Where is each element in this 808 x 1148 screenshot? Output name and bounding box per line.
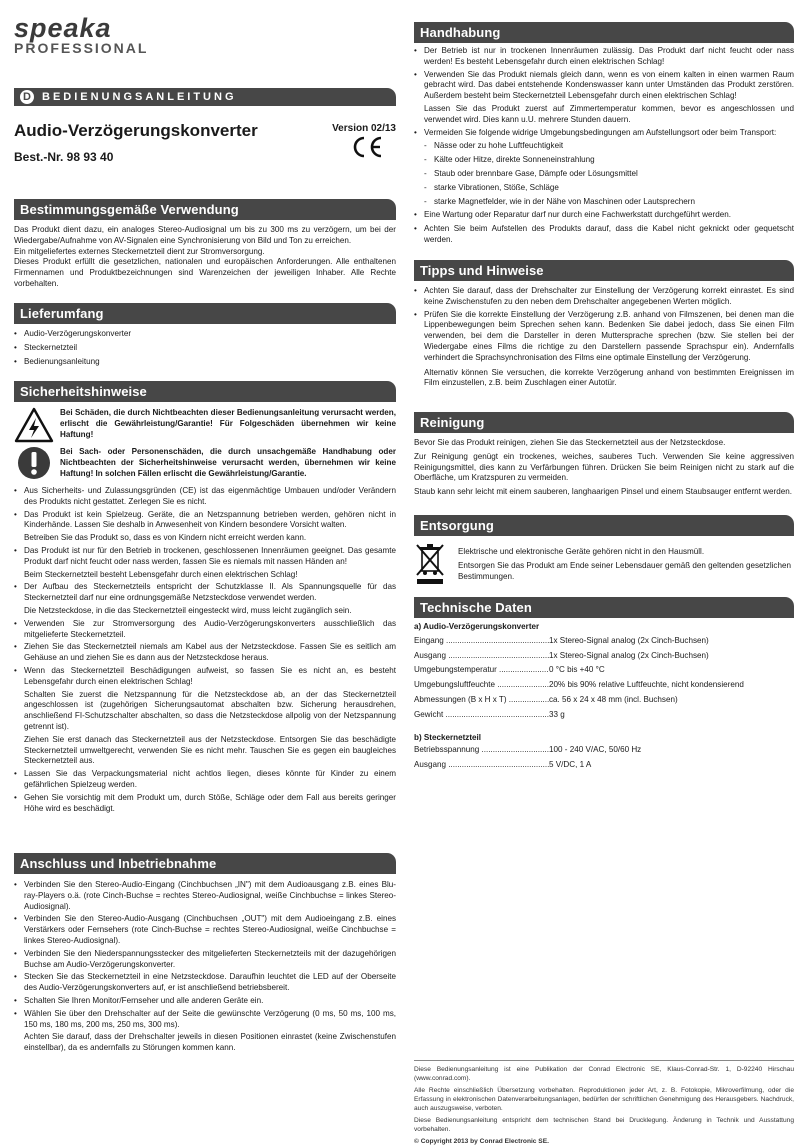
section-header-disposal: Entsorgung	[414, 515, 794, 536]
list-item: • Verbinden Sie den Stereo-Audio-Eingang (Cinchbuchsen „IN") mit dem Audioausgang z.B. eines Blu-ray-Players o.ä. (rote Cinch-Buchse = rechtes Stereo-Audiosignal, weiße Cinchbuchse = linkes Stereo-Audiosignal).	[14, 880, 396, 912]
list-item: • Der Betrieb ist nur in trockenen Innenräumen zulässig. Das Produkt darf nicht feucht oder nass werden! Es besteht Lebensgefahr durch einen elektrischen Schlag!	[414, 46, 794, 68]
list-item: • Verbinden Sie den Niederspannungsstecker des mitgelieferten Steckernetzteils mit der dazugehörigen Buchse am Audio-Verzögerungskonverter.	[14, 949, 396, 971]
cleaning-text	[414, 438, 794, 498]
paragraph: Entsorgen Sie das Produkt am Ende seiner Lebensdauer gemäß den geltenden gesetzlichen Bestimmungen.	[458, 560, 791, 581]
list-item: • Der Aufbau des Steckernetzteils entspricht der Schutzklasse II. Als Spannungsquelle für das Steckernetzteil darf nur eine ordnungsgemäße Netzsteckdose verwendet werden. Die Netzsteckdose, in die das Steckernetzteil eingesteckt wird, muss leicht zugänglich sein.	[14, 582, 396, 616]
list-item: - Nässe oder zu hohe Luftfeuchtigkeit	[424, 141, 794, 152]
paragraph: Das Produkt dient dazu, ein analoges Stereo-Audiosignal um bis zu 300 ms zu verzögern, um bei der Wiedergabe/Aufnahme von AV-Signalen eine Synchronisierung von Bild und Ton zu erreichen.	[14, 225, 396, 245]
paragraph: Staub kann sehr leicht mit einem sauberen, langhaarigen Pinsel und einem Staubsauger entfernt werden.	[414, 487, 792, 497]
language-badge: D	[20, 90, 34, 104]
table-row: Betriebsspannung ..... 100 - 240 V/AC, 50/60 Hz	[414, 745, 794, 756]
list-item: - starke Magnetfelder, wie in der Nähe von Maschinen oder Lautsprechern	[424, 197, 794, 208]
footer-divider	[414, 1060, 794, 1061]
list-item: - starke Vibrationen, Stöße, Schläge	[424, 183, 794, 194]
list-item: • Achten Sie darauf, dass der Drehschalter zur Einstellung der Verzögerung korrekt einrastet. Es sind keine Zwischenstufen zu den neben dem Drehschalter angegebenen Werten möglich.	[414, 286, 794, 308]
tips-list	[414, 286, 794, 389]
order-number: Best.-Nr. 98 93 40	[14, 150, 114, 164]
table-row: Umgebungstemperatur ..... 0 °C bis +40 °C	[414, 665, 794, 676]
list-item: • Gehen Sie vorsichtig mit dem Produkt um, durch Stöße, Schläge oder dem Fall aus bereits geringer Höhe wird es beschädigt.	[14, 793, 396, 815]
manual-banner	[14, 88, 396, 106]
table-row: Umgebungsluftfeuchte ..... 20% bis 90% relative Luftfeuchte, nicht kondensierend	[414, 680, 794, 691]
conditions-list	[424, 141, 794, 207]
connection-list	[14, 880, 396, 1054]
table-row: Eingang ..... 1x Stereo-Signal analog (2x Cinch-Buchsen)	[414, 636, 794, 647]
disposal-text	[458, 547, 794, 582]
warning-text-2: Bei Sach- oder Personenschäden, die durch unsachgemäße Handhabung oder Nichtbeachten der Sicherheitshinweise verursacht werden, übernehmen wir keine Haftung! In solchen Fällen erlischt die Gewährleistung/Garantie.	[60, 447, 396, 478]
section-header-handling: Handhabung	[414, 22, 794, 43]
list-item: • Achten Sie beim Aufstellen des Produkts darauf, dass die Kabel nicht geknickt oder gequetscht werden.	[414, 224, 794, 246]
paragraph: Elektrische und elektronische Geräte gehören nicht in den Hausmüll.	[458, 547, 705, 556]
list-item: • Das Produkt ist kein Spielzeug. Geräte, die an Netzspannung betrieben werden, gehören nicht in Kinderhände. Lassen Sie deshalb in Anwesenheit von Kindern besondere Vorsicht walten. Betreiben Sie das Produkt so, dass es von Kindern nicht erreicht werden kann.	[14, 510, 396, 544]
list-item: • Ziehen Sie das Steckernetzteil niemals am Kabel aus der Netzsteckdose. Fassen Sie es seitlich am Gehäuse an und ziehen Sie es dann aus der Netzsteckdose heraus.	[14, 642, 396, 664]
product-title: Audio-Verzögerungskonverter	[14, 121, 258, 140]
section-header-intended-use: Bestimmungsgemäße Verwendung	[14, 199, 396, 220]
version-label: Version 02/13	[332, 123, 396, 134]
list-item: • Lassen Sie das Verpackungsmaterial nicht achtlos liegen, dieses könnte für Kinder zu einem gefährlichen Spielzeug werden.	[14, 769, 396, 791]
list-item: • Schalten Sie Ihren Monitor/Fernseher und alle anderen Geräte ein.	[14, 996, 396, 1007]
section-header-cleaning: Reinigung	[414, 412, 794, 433]
paragraph: Ein mitgeliefertes externes Steckernetzteil dient zur Stromversorgung.	[14, 246, 265, 256]
section-header-delivery: Lieferumfang	[14, 303, 396, 324]
manual-label: BEDIENUNGSANLEITUNG	[42, 91, 237, 103]
list-item: • Verbinden Sie den Stereo-Audio-Ausgang (Cinchbuchsen „OUT") mit dem Audioeingang z.B. eines Verstärkers oder Fernsehers (rote Cinch-Buchse = rechtes Stereo-Audiosignal, weiße Cinchbuchse = linkes Stereo-Audiosignal).	[14, 914, 396, 946]
table-row: Gewicht ..... 33 g	[414, 710, 794, 721]
warning-exclamation-icon	[17, 446, 57, 485]
table-row: Abmessungen (B x H x T) ..... ca. 56 x 24 x 48 mm (incl. Buchsen)	[414, 695, 794, 706]
list-item: • Verwenden Sie zur Stromversorgung des Audio-Verzögerungskonverters ausschließlich das mitgelieferte Steckernetzteil.	[14, 619, 396, 641]
logo-subtext: PROFESSIONAL	[14, 40, 149, 56]
footer	[414, 1065, 794, 1146]
list-item: • Wählen Sie über den Drehschalter auf der Seite die gewünschte Verzögerung (0 ms, 50 ms, 100 ms, 150 ms, 180 ms, 200 ms, 250 ms, 300 ms). Achten Sie darauf, dass der Drehschalter jeweils in diesen Positionen einrastet (keine Zwischenstufen einstellbar), da es andernfalls zu Störungen kommen kann.	[14, 1009, 396, 1054]
delivery-list	[14, 329, 396, 367]
list-item: • Steckernetzteil	[14, 343, 396, 354]
section-header-safety: Sicherheitshinweise	[14, 381, 396, 402]
specs	[414, 622, 794, 771]
specs-table-b	[414, 745, 794, 771]
list-item: - Kälte oder Hitze, direkte Sonneneinstrahlung	[424, 155, 794, 166]
brand-logo	[14, 13, 396, 56]
table-row: Ausgang ..... 1x Stereo-Signal analog (2x Cinch-Buchsen)	[414, 651, 794, 662]
ce-mark	[350, 135, 384, 164]
footer-line: © Copyright 2013 by Conrad Electronic SE.	[414, 1138, 549, 1145]
list-item: • Aus Sicherheits- und Zulassungsgründen (CE) ist das eigenmächtige Umbauen und/oder Verändern des Produkts nicht gestattet. Zerlegen Sie es nicht.	[14, 486, 396, 508]
list-item: - Staub oder brennbare Gase, Dämpfe oder Lösungsmittel	[424, 169, 794, 180]
list-item: • Das Produkt ist nur für den Betrieb in trockenen, geschlossenen Innenräumen geeignet. Das gesamte Produkt darf nicht feucht oder nass werden, fassen Sie es niemals mit nassen Händen an! Beim Steckernetzteil besteht Lebensgefahr durch einen elektrischen Schlag!	[14, 546, 396, 580]
list-item: • Eine Wartung oder Reparatur darf nur durch eine Fachwerkstatt durchgeführt werden.	[414, 210, 794, 221]
paragraph: Dieses Produkt erfüllt die gesetzlichen, nationalen und europäischen Anforderungen. Alle enthaltenen Firmennamen und Produktbezeichnungen sind Warenzeichen der jeweiligen Inhaber. Alle Rechte vorbehalten.	[14, 257, 396, 288]
paragraph: Bevor Sie das Produkt reinigen, ziehen Sie das Steckernetzteil aus der Netzsteckdose.	[414, 438, 726, 447]
intended-use-text	[14, 225, 396, 290]
section-header-tips: Tipps und Hinweise	[414, 260, 794, 281]
footer-line: Diese Bedienungsanleitung ist eine Publikation der Conrad Electronic SE, Klaus-Conrad-Str. 1, D-92240 Hirschau (www.conrad.com).	[414, 1066, 794, 1082]
ce-icon	[350, 135, 384, 159]
footer-line: Diese Bedienungsanleitung entspricht dem technischen Stand bei Drucklegung. Änderung in Technik und Ausstattung vorbehalten.	[414, 1117, 794, 1133]
specs-table-a	[414, 636, 794, 721]
warning-text-1: Bei Schäden, die durch Nichtbeachten dieser Bedienungsanleitung verursacht werden, erlischt die Gewährleistung/Garantie! Für Folgeschäden übernehmen wir keine Haftung!	[60, 408, 396, 439]
section-header-connection: Anschluss und Inbetriebnahme	[14, 853, 396, 874]
list-item: • Wenn das Steckernetzteil Beschädigungen aufweist, so fassen Sie es nicht an, es besteht Lebensgefahr durch einen elektrischen Schlag! Schalten Sie zuerst die Netzspannung für die Netzsteckdose ab, an der das Steckernetzteil angeschlossen ist (zugehörigen Sicherungsautomat abschalten bzw. Sicherung herausdrehen, anschließend FI-Schutzschalter abschalten, so dass die Netzsteckdose allpolig von der Netzspannung getrennt ist). Ziehen Sie erst danach das Steckernetzteil aus der Netzsteckdose. Entsorgen Sie das beschädigte Steckernetzteil umweltgerecht, verwenden Sie es nicht mehr. Tauschen Sie es gegen ein baugleiches Steckernetzteil aus.	[14, 666, 396, 767]
list-item: • Vermeiden Sie folgende widrige Umgebungsbedingungen am Aufstellungsort oder beim Transport: - Nässe oder zu hohe Luftfeuchtigkeit - Kälte oder Hitze, direkte Sonneneinstrahlung - Staub oder brennbare Gase, Dämpfe oder Lösungsmittel - starke Vibrationen, Stöße, Schläge - starke Magnetfelder, wie in der Nähe von Maschinen oder Lautsprechern	[414, 128, 794, 208]
specs-subheading-a: a) Audio-Verzögerungskonverter	[414, 622, 540, 631]
list-item: • Prüfen Sie die korrekte Einstellung der Verzögerung z.B. anhand von Filmszenen, bei denen man die Lippenbewegungen beim Sprechen sehen kann. Bedenken Sie dabei jedoch, dass Sie einen Film verwenden, bei dem die Darsteller in deren Muttersprache sprechen (bzw. Sie stellen bei der Wiedergabe eines Films die richtige zu den Darstellern passende Sprachspur ein). Andernfalls verhindert die Sprachsynchronisation des Films eine optimale Einstellung der Verzögerung. Alternativ können Sie versuchen, die korrekte Verzögerung anhand von bestimmten Ereignissen im Film einzustellen, z.B. beim Zuschlagen einer Autotür.	[414, 310, 794, 390]
specs-subheading-b: b) Steckernetzteil	[414, 732, 482, 742]
paragraph: Zur Reinigung genügt ein trockenes, weiches, sauberes Tuch. Verwenden Sie keine aggressiven Reinigungsmittel, dies kann zu Verfärbungen führen. Drücken Sie beim Reinigen nicht zu stark auf die Oberfläche, um Kratzspuren zu vermeiden.	[414, 451, 794, 483]
handling-list	[414, 46, 794, 246]
list-item: • Verwenden Sie das Produkt niemals gleich dann, wenn es von einem kalten in einen warmen Raum gebracht wird. Das dabei entstehende Kondenswasser kann unter Umständen das Produkt zerstören. Außerdem besteht beim Steckernetzteil Lebensgefahr durch einen elektrischen Schlag! Lassen Sie das Produkt zuerst auf Zimmertemperatur kommen, bevor es angeschlossen und verwendet wird. Dies kann u.U. mehrere Stunden dauern.	[414, 70, 794, 126]
logo-text: speaka	[14, 13, 112, 43]
list-item: • Stecken Sie das Steckernetzteil in eine Netzsteckdose. Daraufhin leuchtet die LED auf der Oberseite des Audio-Verzögerungskonverters auf, er ist anschließend betriebsbereit.	[14, 972, 396, 994]
footer-line: Alle Rechte einschließlich Übersetzung vorbehalten. Reproduktionen jeder Art, z. B. Fotokopie, Mikroverfilmung, oder die Erfassung in elektronischen Datenverarbeitungsanlagen, bedürfen der schriftlichen Genehmigung des Herausgebers. Nachdruck, auch auszugsweise, verboten.	[414, 1087, 794, 1112]
weee-bin-icon	[414, 543, 446, 590]
table-row: Ausgang ..... 5 V/DC, 1 A	[414, 760, 794, 771]
section-header-specs: Technische Daten	[414, 597, 794, 618]
warning-lightning-icon	[14, 407, 54, 448]
list-item: • Bedienungsanleitung	[14, 357, 396, 368]
list-item: • Audio-Verzögerungskonverter	[14, 329, 396, 340]
safety-list	[14, 486, 396, 814]
